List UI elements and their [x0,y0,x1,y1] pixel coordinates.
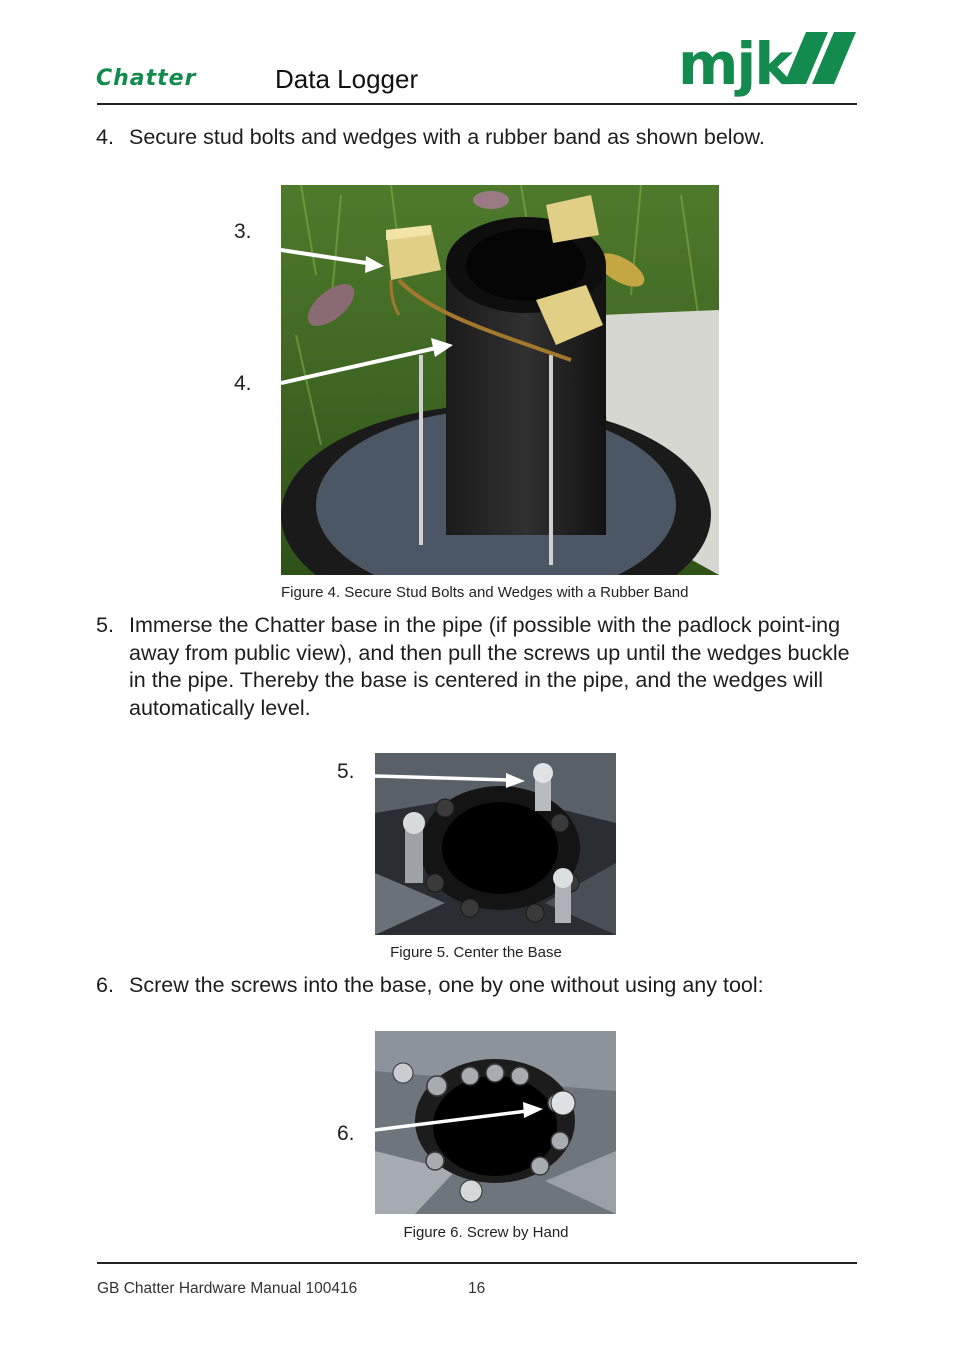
mjk-logo-text: mjk [678,32,791,98]
chatter-logo-text: Chatter [96,66,197,91]
step-number: 5. [96,613,114,637]
figure-5-photo [375,753,616,935]
figure-4-caption: Figure 4. Secure Stud Bolts and Wedges with a Rubber Band [281,584,689,601]
figure-5-caption: Figure 5. Center the Base [390,944,562,961]
figure-4-callout-3: 3. [234,220,252,243]
step-5 [96,612,856,722]
step-text: Secure stud bolts and wedges with a rubber band as shown below. [129,125,765,149]
figure-6-caption: Figure 6. Screw by Hand [403,1224,569,1241]
step-number: 4. [96,125,114,149]
figure-5-callout-5: 5. [337,760,355,783]
step-text: Immerse the Chatter base in the pipe (if possible with the padlock point-ing away from public view), and then pull the screws up until the wedges buckle in the pipe. Thereby the base is centered in the pipe, and the wedges will automatically level. [129,613,850,720]
figure-6-photo [375,1031,616,1214]
footer-rule [97,1262,857,1264]
chatter-brand-logo [96,66,226,96]
figure-4-callout-4: 4. [234,372,252,395]
figure-4-photo [281,185,719,575]
mjk-company-logo [678,32,858,102]
step-text: Screw the screws into the base, one by one without using any tool: [129,973,764,997]
document-title: Data Logger [275,64,419,94]
page-number: 16 [468,1280,486,1297]
footer-document-name: GB Chatter Hardware Manual 100416 [97,1280,358,1297]
header-rule [97,103,857,105]
step-4 [96,124,856,152]
figure-6-callout-6: 6. [337,1122,355,1145]
step-number: 6. [96,973,114,997]
step-6 [96,972,856,1000]
